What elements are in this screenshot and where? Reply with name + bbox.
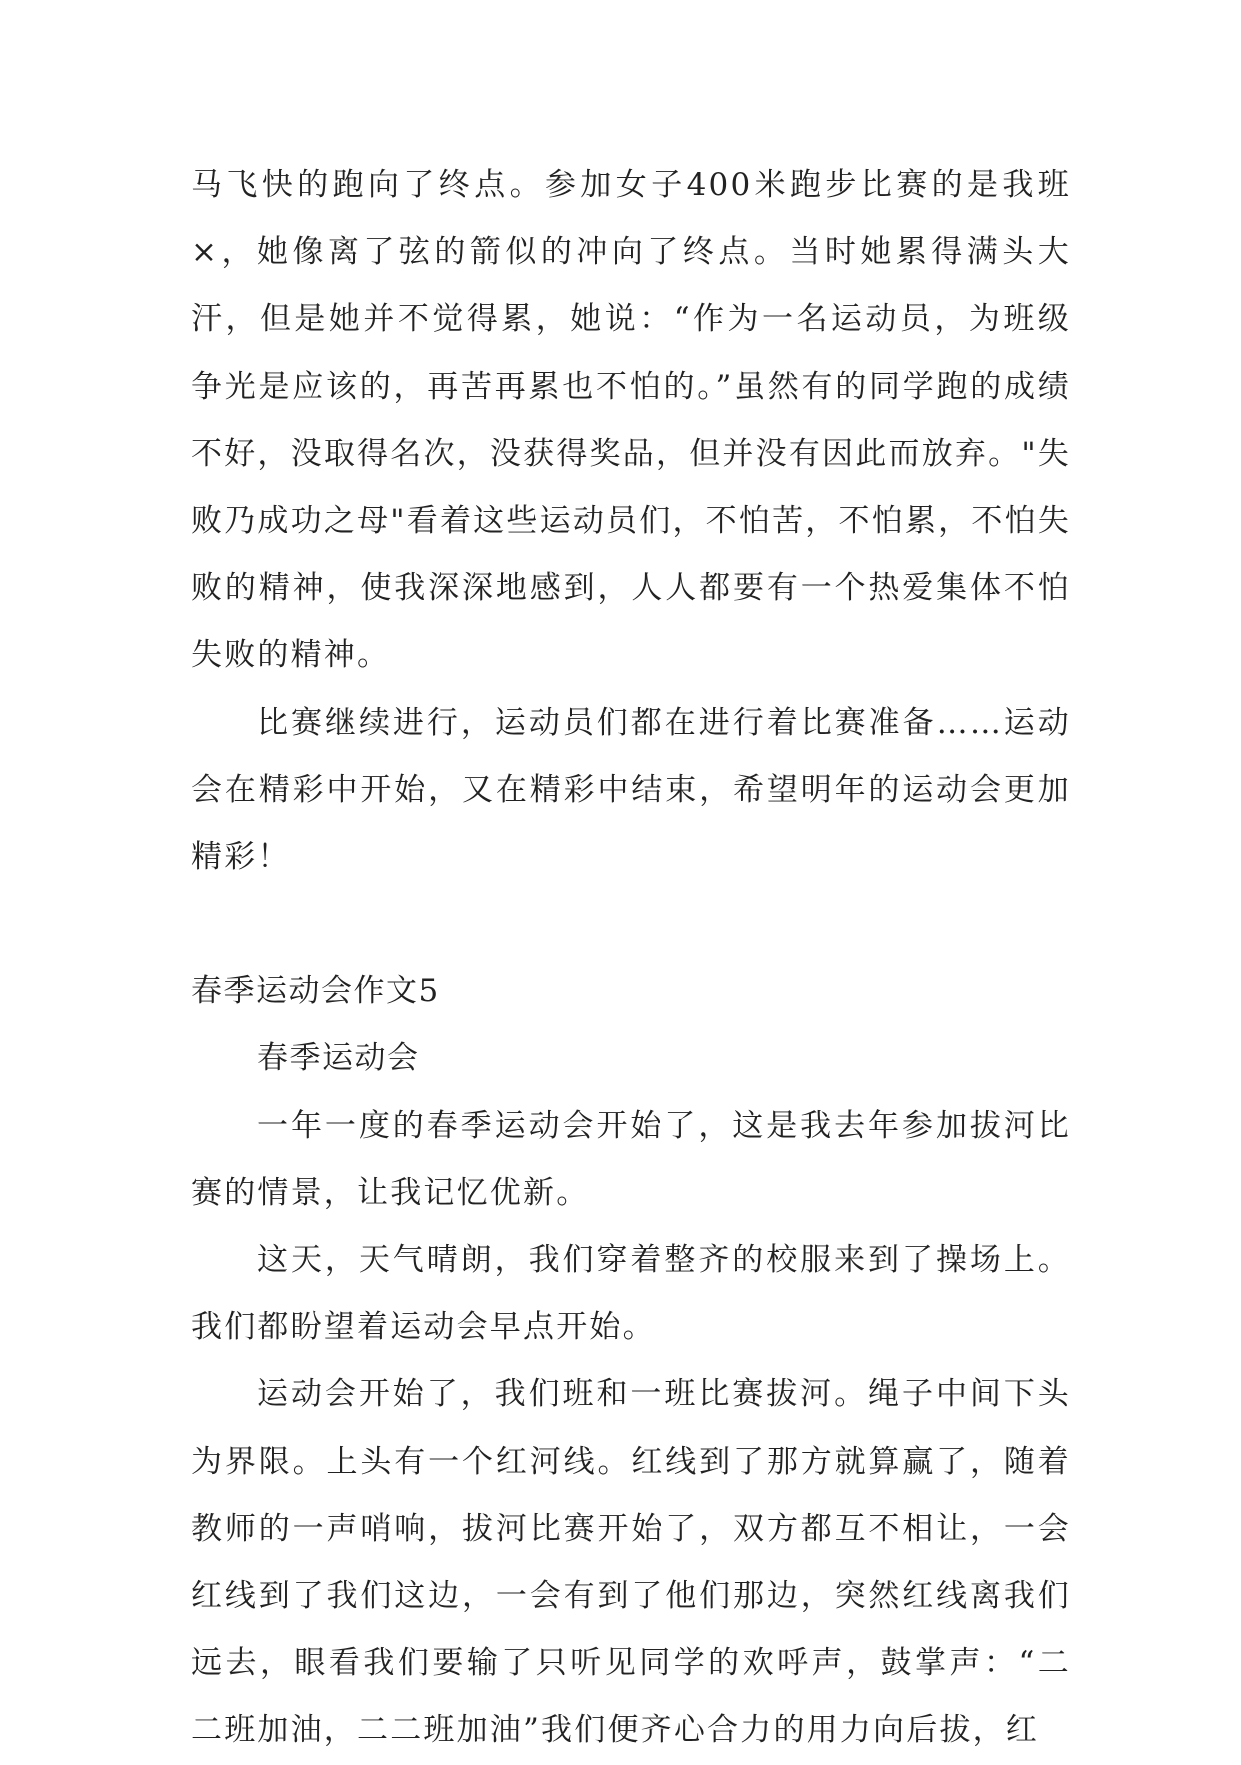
paragraph-intro: 一年一度的春季运动会开始了，这是我去年参加拔河比赛的情景，让我记忆优新。 [191,1107,1071,1211]
essay-title: 春季运动会 [257,1040,420,1077]
paragraph-race-finish: 马飞快的跑向了终点。参加女子400米跑步比赛的是我班×，她像离了弦的箭似的冲向了终点。当时她累得满头大汗，但是她并不觉得累，她说：“作为一名运动员，为班级争光是应该的，再苦再累也不怕的。”虽然有的同学跑的成绩不好，没取得名次，没获得奖品，但并没有因此而放弃。"失败乃成功之母"看着这些运动员们，不怕苦，不怕累，不怕失败的精神，使我深深地感到，人人都要有一个热爱集体不怕失败的精神。 [191,167,1071,674]
paragraph-competition-continues: 比赛继续进行，运动员们都在进行着比赛准备……运动会在精彩中开始，又在精彩中结束，希望明年的运动会更加精彩！ [191,704,1071,876]
paragraph-weather: 这天，天气晴朗，我们穿着整齐的校服来到了操场上。我们都盼望着运动会早点开始。 [191,1242,1071,1346]
paragraph-tug-of-war: 运动会开始了，我们班和一班比赛拔河。绳子中间下头为界限。上头有一个红河线。红线到了那方就算赢了，随着教师的一声哨响，拔河比赛开始了，双方都互不相让，一会红线到了我们这边，一会有到了他们那边，突然红线离我们远去，眼看我们要输了只听见同学的欢呼声，鼓掌声：“二二班加油，二二班加油”我们便齐心合力的用力向后拔，红 [191,1376,1071,1749]
section-spacer [191,891,1071,958]
section-heading: 春季运动会作文5 [191,973,440,1010]
document-body [191,152,1071,1765]
